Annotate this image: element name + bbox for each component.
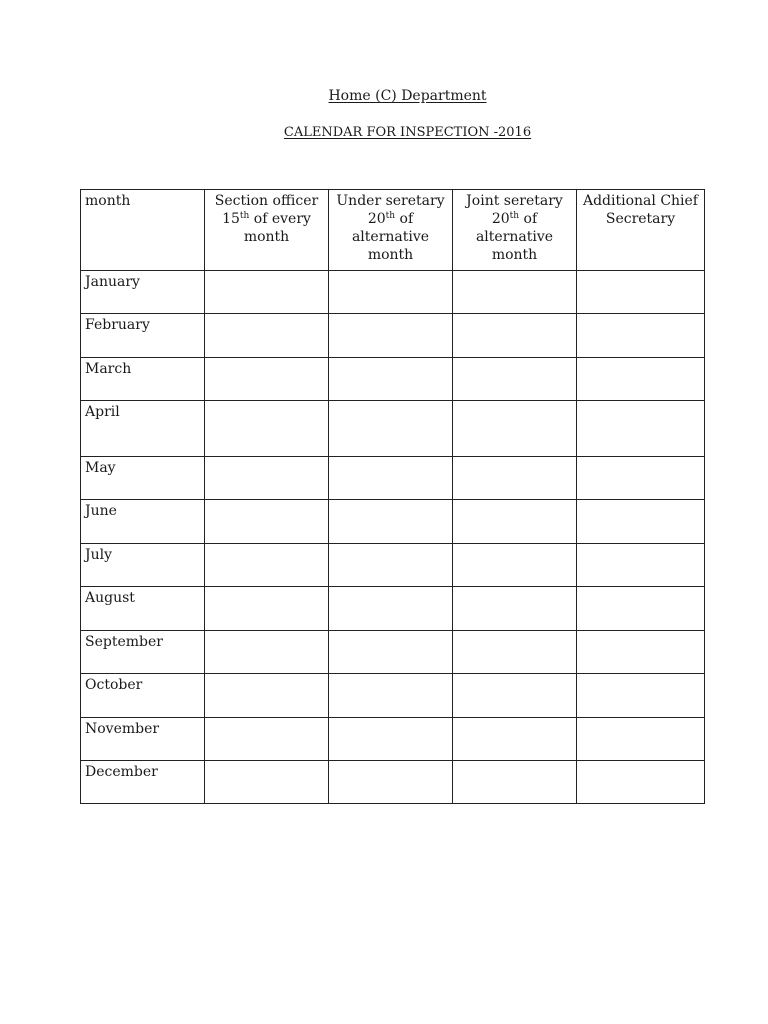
header-joint-secretary-rest: of alternative month (475, 211, 554, 263)
empty-cell (329, 631, 453, 674)
empty-cell (577, 401, 705, 457)
empty-cell (205, 631, 329, 674)
month-cell: September (81, 631, 205, 674)
empty-cell (577, 587, 705, 631)
empty-cell (453, 271, 577, 314)
header-section-officer-text: Section officer 15 (214, 193, 319, 227)
table-row (81, 457, 705, 500)
empty-cell (329, 544, 453, 587)
table-row (81, 401, 705, 457)
table-row (81, 631, 705, 674)
table-row (81, 544, 705, 587)
month-cell: December (81, 761, 205, 804)
header-section-officer-rest: of every month (243, 211, 311, 245)
header-under-secretary-rest: of alternative month (351, 211, 430, 263)
empty-cell (205, 271, 329, 314)
empty-cell (453, 314, 577, 358)
table-header-row (81, 190, 705, 271)
empty-cell (453, 587, 577, 631)
empty-cell (577, 314, 705, 358)
header-under-secretary (329, 190, 453, 271)
empty-cell (205, 358, 329, 401)
empty-cell (329, 500, 453, 544)
table-row (81, 358, 705, 401)
header-month: month (81, 190, 205, 271)
empty-cell (205, 674, 329, 718)
ordinal-suffix: th (385, 211, 396, 221)
empty-cell (205, 761, 329, 804)
empty-cell (453, 457, 577, 500)
header-additional-chief-secretary: Additional Chief Secretary (577, 190, 705, 271)
empty-cell (329, 761, 453, 804)
table-row (81, 271, 705, 314)
empty-cell (577, 271, 705, 314)
header-joint-secretary (453, 190, 577, 271)
table-row (81, 674, 705, 718)
header-joint-secretary-text: Joint seretary 20 (466, 193, 563, 227)
month-cell: May (81, 457, 205, 500)
empty-cell (205, 457, 329, 500)
empty-cell (577, 544, 705, 587)
empty-cell (453, 674, 577, 718)
empty-cell (329, 358, 453, 401)
empty-cell (205, 587, 329, 631)
empty-cell (453, 401, 577, 457)
empty-cell (329, 587, 453, 631)
calendar-title: CALENDAR FOR INSPECTION -2016 (283, 125, 532, 140)
month-cell: February (81, 314, 205, 358)
month-cell: March (81, 358, 205, 401)
month-cell: June (81, 500, 205, 544)
table-row (81, 500, 705, 544)
month-cell: April (81, 401, 205, 457)
header-under-secretary-text: Under seretary 20 (336, 193, 445, 227)
empty-cell (577, 500, 705, 544)
ordinal-suffix: th (239, 211, 250, 221)
empty-cell (577, 761, 705, 804)
empty-cell (205, 544, 329, 587)
ordinal-suffix: th (509, 211, 520, 221)
empty-cell (453, 631, 577, 674)
empty-cell (329, 314, 453, 358)
empty-cell (453, 718, 577, 761)
empty-cell (577, 358, 705, 401)
empty-cell (205, 401, 329, 457)
empty-cell (329, 271, 453, 314)
empty-cell (453, 544, 577, 587)
header-section-officer (205, 190, 329, 271)
month-cell: August (81, 587, 205, 631)
empty-cell (577, 674, 705, 718)
month-cell: January (81, 271, 205, 314)
empty-cell (329, 457, 453, 500)
department-title: Home (C) Department (328, 88, 487, 104)
month-cell: November (81, 718, 205, 761)
empty-cell (329, 674, 453, 718)
month-cell: July (81, 544, 205, 587)
month-cell: October (81, 674, 205, 718)
empty-cell (329, 401, 453, 457)
table-row (81, 761, 705, 804)
empty-cell (453, 761, 577, 804)
empty-cell (453, 500, 577, 544)
empty-cell (205, 718, 329, 761)
table-row (81, 718, 705, 761)
inspection-calendar-table (80, 189, 705, 804)
empty-cell (205, 314, 329, 358)
empty-cell (577, 631, 705, 674)
empty-cell (577, 457, 705, 500)
empty-cell (453, 358, 577, 401)
empty-cell (205, 500, 329, 544)
empty-cell (577, 718, 705, 761)
table-row (81, 587, 705, 631)
table-row (81, 314, 705, 358)
empty-cell (329, 718, 453, 761)
